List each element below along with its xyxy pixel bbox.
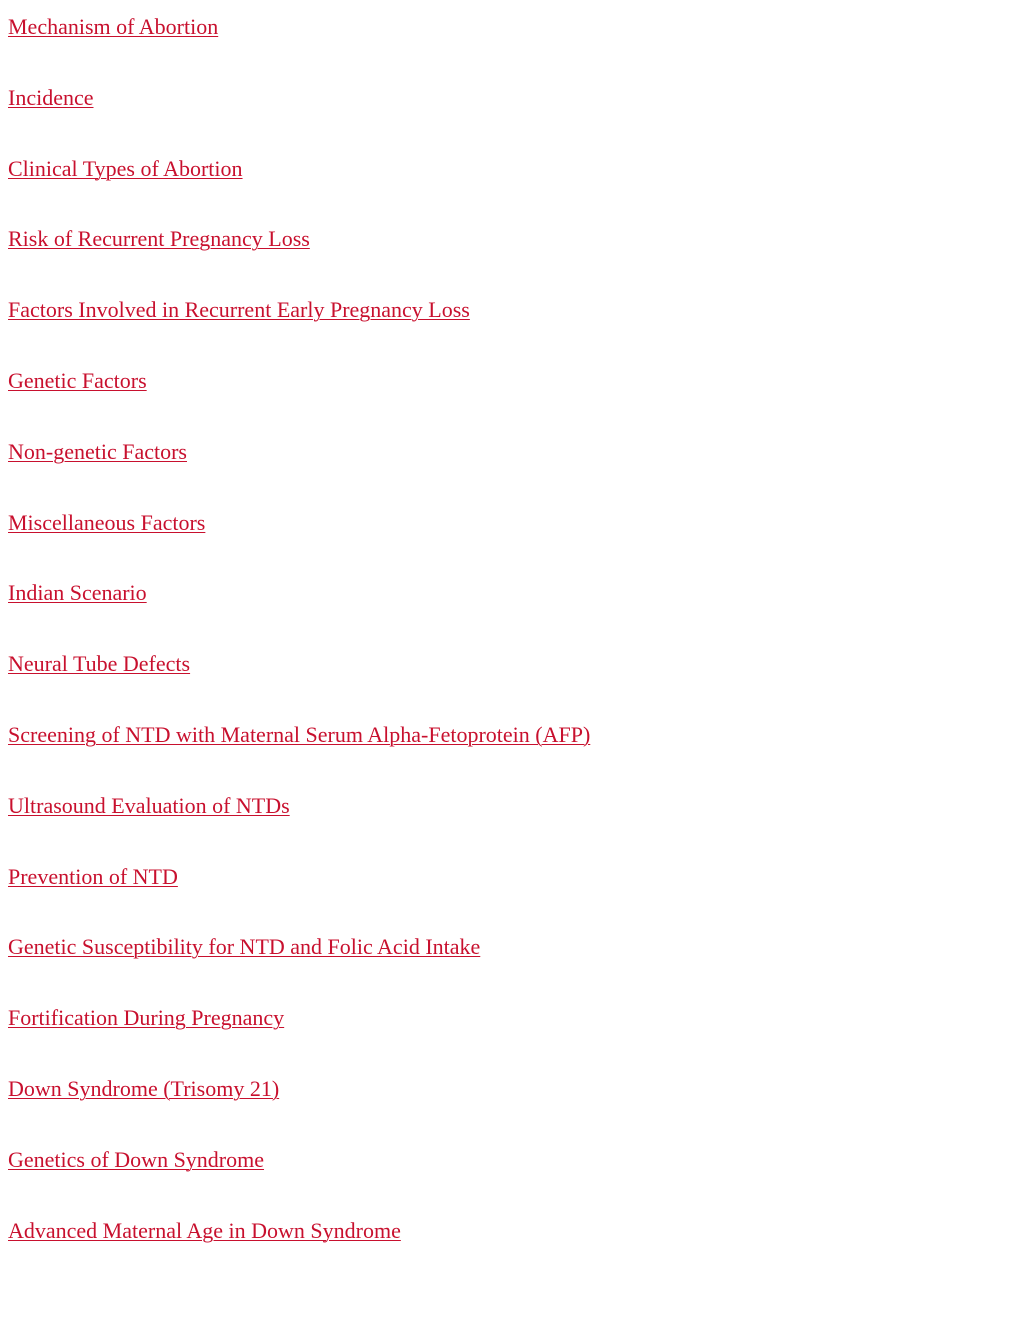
- toc-link-prevention-ntd[interactable]: Prevention of NTD: [8, 863, 178, 889]
- toc-link-factors-recurrent-loss[interactable]: Factors Involved in Recurrent Early Pregnancy Loss: [8, 297, 470, 323]
- toc-link-miscellaneous-factors[interactable]: Miscellaneous Factors: [8, 509, 206, 535]
- toc-item-mechanism-of-abortion: [8, 11, 590, 82]
- toc-item-genetic-factors: [8, 365, 590, 436]
- toc-item-clinical-types: [8, 153, 590, 224]
- toc-link-non-genetic-factors[interactable]: Non-genetic Factors: [8, 438, 187, 464]
- toc-link-down-syndrome[interactable]: Down Syndrome (Trisomy 21): [8, 1075, 280, 1101]
- toc-item-incidence: [8, 82, 590, 153]
- toc-item-miscellaneous-factors: [8, 507, 590, 578]
- toc-item-risk-recurrent-loss: [8, 223, 590, 294]
- toc-link-maternal-age-down-syndrome[interactable]: Advanced Maternal Age in Down Syndrome: [8, 1217, 401, 1243]
- toc-item-fortification: [8, 1002, 590, 1073]
- toc-item-screening-ntd-afp: [8, 719, 590, 790]
- toc-link-genetic-susceptibility[interactable]: Genetic Susceptibility for NTD and Folic Acid Intake: [8, 934, 481, 960]
- toc-item-non-genetic-factors: [8, 436, 590, 507]
- toc-item-genetics-down-syndrome: [8, 1144, 590, 1215]
- toc-item-factors-recurrent-loss: [8, 294, 590, 365]
- toc-link-clinical-types[interactable]: Clinical Types of Abortion: [8, 155, 243, 181]
- toc-item-maternal-age-down-syndrome: [8, 1215, 590, 1286]
- toc-link-screening-ntd-afp[interactable]: Screening of NTD with Maternal Serum Alpha-Fetoprotein (AFP): [8, 721, 591, 747]
- toc-link-neural-tube-defects[interactable]: Neural Tube Defects: [8, 651, 191, 677]
- toc-item-indian-scenario: [8, 577, 590, 648]
- toc-link-genetic-factors[interactable]: Genetic Factors: [8, 367, 147, 393]
- toc-link-genetics-down-syndrome[interactable]: Genetics of Down Syndrome: [8, 1146, 265, 1172]
- table-of-contents: [8, 11, 590, 1285]
- toc-item-down-syndrome: [8, 1073, 590, 1144]
- toc-link-fortification[interactable]: Fortification During Pregnancy: [8, 1005, 285, 1031]
- toc-item-prevention-ntd: [8, 861, 590, 932]
- toc-link-indian-scenario[interactable]: Indian Scenario: [8, 580, 147, 606]
- toc-item-ultrasound-ntds: [8, 790, 590, 861]
- toc-link-mechanism-of-abortion[interactable]: Mechanism of Abortion: [8, 14, 219, 39]
- toc-item-neural-tube-defects: [8, 648, 590, 719]
- toc-link-risk-recurrent-loss[interactable]: Risk of Recurrent Pregnancy Loss: [8, 226, 310, 252]
- toc-link-ultrasound-ntds[interactable]: Ultrasound Evaluation of NTDs: [8, 792, 290, 818]
- toc-link-incidence[interactable]: Incidence: [8, 84, 94, 110]
- toc-item-genetic-susceptibility: [8, 931, 590, 1002]
